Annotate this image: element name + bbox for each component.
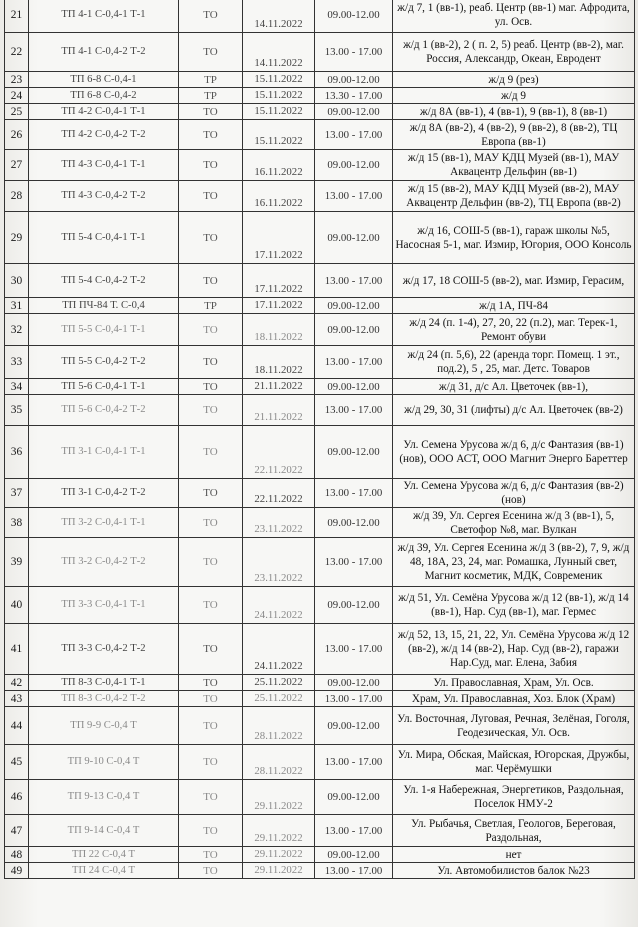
work-type: ТО bbox=[179, 104, 243, 120]
outage-time: 09.00-12.00 bbox=[315, 314, 393, 346]
work-type: ТО bbox=[179, 150, 243, 181]
substation-name: ТП 5-5 С-0,4-2 Т-2 bbox=[29, 346, 179, 379]
row-number: 36 bbox=[5, 426, 29, 479]
substation-name: ТП 6-8 С-0,4-1 bbox=[29, 72, 179, 88]
table-row bbox=[5, 675, 635, 691]
affected-addresses: ж/д 24 (п. 1-4), 27, 20, 22 (п.2), маг. Терек-1, Ремонт обуви bbox=[393, 314, 635, 346]
outage-time: 13.00 - 17.00 bbox=[315, 863, 393, 879]
outage-date: 18.11.2022 bbox=[243, 346, 315, 379]
affected-addresses: ж/д 31, д/с Ал. Цветочек (вв-1), bbox=[393, 379, 635, 395]
row-number: 26 bbox=[5, 120, 29, 150]
table-row bbox=[5, 298, 635, 314]
affected-addresses: ж/д 17, 18 СОШ-5 (вв-2), маг. Измир, Герасим, bbox=[393, 264, 635, 298]
outage-time: 09.00-12.00 bbox=[315, 0, 393, 33]
table-row bbox=[5, 508, 635, 538]
table-row bbox=[5, 863, 635, 879]
outage-date: 14.11.2022 bbox=[243, 0, 315, 33]
outage-time: 09.00-12.00 bbox=[315, 780, 393, 815]
substation-name: ТП 4-2 С-0,4-1 Т-1 bbox=[29, 104, 179, 120]
outage-time: 13.00 - 17.00 bbox=[315, 479, 393, 508]
table-row bbox=[5, 624, 635, 675]
affected-addresses: ж/д 1 (вв-2), 2 ( п. 2, 5) реаб. Центр (вв-2), маг. Россия, Александр, Океан, Евродент bbox=[393, 33, 635, 72]
outage-date: 29.11.2022 bbox=[243, 815, 315, 847]
table-row bbox=[5, 88, 635, 104]
affected-addresses: Храм, Ул. Православная, Хоз. Блок (Храм) bbox=[393, 691, 635, 707]
outage-date: 16.11.2022 bbox=[243, 181, 315, 212]
affected-addresses: Ул. Мира, Обская, Майская, Югорская, Дружбы, маг. Черёмушки bbox=[393, 745, 635, 780]
outage-time: 09.00-12.00 bbox=[315, 847, 393, 863]
affected-addresses: ж/д 52, 13, 15, 21, 22, Ул. Семёна Урусова ж/д 12 (вв-2), ж/д 14 (вв-2), Нар. Суд (вв-2), гаражи Нар.Суд, маг. Елена, Забия bbox=[393, 624, 635, 675]
affected-addresses: Ул. Семена Урусова ж/д 6, д/с Фантазия (вв-2) (нов) bbox=[393, 479, 635, 508]
substation-name: ТП 4-3 С-0,4-2 Т-2 bbox=[29, 181, 179, 212]
substation-name: ТП 3-2 С-0,4-2 Т-2 bbox=[29, 538, 179, 587]
table-row bbox=[5, 150, 635, 181]
affected-addresses: ж/д 8А (вв-1), 4 (вв-1), 9 (вв-1), 8 (вв-1) bbox=[393, 104, 635, 120]
table-row bbox=[5, 707, 635, 745]
outage-date: 17.11.2022 bbox=[243, 264, 315, 298]
affected-addresses: ж/д 39, Ул. Сергея Есенина ж/д 3 (вв-1), 5, Светофор №8, маг. Вулкан bbox=[393, 508, 635, 538]
affected-addresses: ж/д 15 (вв-2), МАУ КДЦ Музей (вв-2), МАУ Аквацентр Дельфин (вв-2), ТЦ Европа (вв-2) bbox=[393, 181, 635, 212]
substation-name: ТП 5-4 С-0,4-2 Т-2 bbox=[29, 264, 179, 298]
row-number: 29 bbox=[5, 212, 29, 264]
affected-addresses: ж/д 9 (рез) bbox=[393, 72, 635, 88]
table-row bbox=[5, 72, 635, 88]
row-number: 23 bbox=[5, 72, 29, 88]
row-number: 44 bbox=[5, 707, 29, 745]
substation-name: ТП 9-13 С-0,4 Т bbox=[29, 780, 179, 815]
outage-date: 25.11.2022 bbox=[243, 675, 315, 691]
row-number: 42 bbox=[5, 675, 29, 691]
substation-name: ТП 9-9 С-0,4 Т bbox=[29, 707, 179, 745]
work-type: ТО bbox=[179, 815, 243, 847]
substation-name: ТП 8-3 С-0,4-1 Т-1 bbox=[29, 675, 179, 691]
table-row bbox=[5, 395, 635, 426]
outage-time: 09.00-12.00 bbox=[315, 508, 393, 538]
substation-name: ТП 3-1 С-0,4-2 Т-2 bbox=[29, 479, 179, 508]
affected-addresses: нет bbox=[393, 847, 635, 863]
substation-name: ТП 24 С-0,4 Т bbox=[29, 863, 179, 879]
substation-name: ТП 9-14 С-0,4 Т bbox=[29, 815, 179, 847]
outage-time: 09.00-12.00 bbox=[315, 150, 393, 181]
outage-date: 28.11.2022 bbox=[243, 745, 315, 780]
outage-time: 13.00 - 17.00 bbox=[315, 815, 393, 847]
substation-name: ТП 3-2 С-0,4-1 Т-1 bbox=[29, 508, 179, 538]
outage-date: 21.11.2022 bbox=[243, 395, 315, 426]
work-type: ТО bbox=[179, 346, 243, 379]
substation-name: ТП 4-2 С-0,4-2 Т-2 bbox=[29, 120, 179, 150]
affected-addresses: ж/д 15 (вв-1), МАУ КДЦ Музей (вв-1), МАУ Аквацентр Дельфин (вв-1) bbox=[393, 150, 635, 181]
table-row bbox=[5, 314, 635, 346]
work-type: ТО bbox=[179, 707, 243, 745]
substation-name: ТП ПЧ-84 Т. С-0,4 bbox=[29, 298, 179, 314]
outage-time: 09.00-12.00 bbox=[315, 104, 393, 120]
table-row bbox=[5, 120, 635, 150]
substation-name: ТП 5-6 С-0,4-2 Т-2 bbox=[29, 395, 179, 426]
outage-time: 13.00 - 17.00 bbox=[315, 624, 393, 675]
table-row bbox=[5, 479, 635, 508]
row-number: 35 bbox=[5, 395, 29, 426]
outage-schedule-table bbox=[4, 0, 635, 879]
affected-addresses: Ул. Автомобилистов балок №23 bbox=[393, 863, 635, 879]
outage-time: 13.00 - 17.00 bbox=[315, 691, 393, 707]
table-row bbox=[5, 346, 635, 379]
outage-date: 22.11.2022 bbox=[243, 479, 315, 508]
outage-time: 09.00-12.00 bbox=[315, 675, 393, 691]
table-row bbox=[5, 0, 635, 33]
outage-date: 15.11.2022 bbox=[243, 120, 315, 150]
work-type: ТР bbox=[179, 298, 243, 314]
row-number: 46 bbox=[5, 780, 29, 815]
table-row bbox=[5, 745, 635, 780]
work-type: ТО bbox=[179, 675, 243, 691]
work-type: ТО bbox=[179, 33, 243, 72]
outage-time: 09.00-12.00 bbox=[315, 707, 393, 745]
row-number: 38 bbox=[5, 508, 29, 538]
affected-addresses: ж/д 39, Ул. Сергея Есенина ж/д 3 (вв-2), 7, 9, ж/д 48, 18А, 23, 24, маг. Ромашка, Лунный свет, Магнит косметик, МДК, Современик bbox=[393, 538, 635, 587]
affected-addresses: ж/д 51, Ул. Семёна Урусова ж/д 12 (вв-1), ж/д 14 (вв-1), Нар. Суд (вв-1), маг. Гермес bbox=[393, 587, 635, 624]
work-type: ТО bbox=[179, 863, 243, 879]
outage-time: 13.00 - 17.00 bbox=[315, 538, 393, 587]
table-row bbox=[5, 33, 635, 72]
table-row bbox=[5, 815, 635, 847]
row-number: 32 bbox=[5, 314, 29, 346]
outage-time: 13.00 - 17.00 bbox=[315, 745, 393, 780]
substation-name: ТП 3-1 С-0,4-1 Т-1 bbox=[29, 426, 179, 479]
outage-date: 21.11.2022 bbox=[243, 379, 315, 395]
work-type: ТО bbox=[179, 479, 243, 508]
table-row bbox=[5, 264, 635, 298]
row-number: 27 bbox=[5, 150, 29, 181]
outage-time: 13.00 - 17.00 bbox=[315, 346, 393, 379]
table-row bbox=[5, 104, 635, 120]
work-type: ТО bbox=[179, 587, 243, 624]
row-number: 33 bbox=[5, 346, 29, 379]
row-number: 34 bbox=[5, 379, 29, 395]
outage-date: 15.11.2022 bbox=[243, 88, 315, 104]
affected-addresses: Ул. 1-я Набережная, Энергетиков, Раздольная, Поселок НМУ-2 bbox=[393, 780, 635, 815]
work-type: ТО bbox=[179, 314, 243, 346]
work-type: ТО bbox=[179, 181, 243, 212]
outage-date: 15.11.2022 bbox=[243, 72, 315, 88]
affected-addresses: ж/д 24 (п. 5,6), 22 (аренда торг. Помещ. 1 эт., под.2), 5 , 25, маг. Детс. Товаров bbox=[393, 346, 635, 379]
row-number: 48 bbox=[5, 847, 29, 863]
work-type: ТО bbox=[179, 264, 243, 298]
work-type: ТО bbox=[179, 395, 243, 426]
outage-time: 09.00-12.00 bbox=[315, 72, 393, 88]
table-row bbox=[5, 426, 635, 479]
outage-date: 24.11.2022 bbox=[243, 624, 315, 675]
row-number: 24 bbox=[5, 88, 29, 104]
row-number: 41 bbox=[5, 624, 29, 675]
row-number: 39 bbox=[5, 538, 29, 587]
outage-date: 29.11.2022 bbox=[243, 847, 315, 863]
substation-name: ТП 5-6 С-0,4-1 Т-1 bbox=[29, 379, 179, 395]
affected-addresses: ж/д 7, 1 (вв-1), реаб. Центр (вв-1) маг. Афродита, ул. Осв. bbox=[393, 0, 635, 33]
outage-time: 09.00-12.00 bbox=[315, 426, 393, 479]
substation-name: ТП 3-3 С-0,4-2 Т-2 bbox=[29, 624, 179, 675]
outage-time: 13.00 - 17.00 bbox=[315, 395, 393, 426]
row-number: 47 bbox=[5, 815, 29, 847]
substation-name: ТП 4-1 С-0,4-1 Т-1 bbox=[29, 0, 179, 33]
substation-name: ТП 6-8 С-0,4-2 bbox=[29, 88, 179, 104]
outage-date: 17.11.2022 bbox=[243, 298, 315, 314]
outage-time: 13.00 - 17.00 bbox=[315, 120, 393, 150]
outage-date: 18.11.2022 bbox=[243, 314, 315, 346]
outage-date: 29.11.2022 bbox=[243, 780, 315, 815]
affected-addresses: Ул. Семена Урусова ж/д 6, д/с Фантазия (вв-1) (нов), ООО АСТ, ООО Магнит Энерго Бареттер bbox=[393, 426, 635, 479]
outage-time: 09.00-12.00 bbox=[315, 298, 393, 314]
outage-time: 09.00-12.00 bbox=[315, 379, 393, 395]
outage-time: 09.00-12.00 bbox=[315, 587, 393, 624]
outage-date: 22.11.2022 bbox=[243, 426, 315, 479]
work-type: ТО bbox=[179, 426, 243, 479]
work-type: ТО bbox=[179, 745, 243, 780]
work-type: ТО bbox=[179, 691, 243, 707]
work-type: ТО bbox=[179, 120, 243, 150]
outage-date: 17.11.2022 bbox=[243, 212, 315, 264]
outage-date: 28.11.2022 bbox=[243, 707, 315, 745]
outage-date: 23.11.2022 bbox=[243, 508, 315, 538]
row-number: 28 bbox=[5, 181, 29, 212]
row-number: 49 bbox=[5, 863, 29, 879]
affected-addresses: Ул. Рыбачья, Светлая, Геологов, Береговая, Раздольная, bbox=[393, 815, 635, 847]
outage-date: 23.11.2022 bbox=[243, 538, 315, 587]
substation-name: ТП 5-5 С-0,4-1 Т-1 bbox=[29, 314, 179, 346]
row-number: 31 bbox=[5, 298, 29, 314]
work-type: ТО bbox=[179, 0, 243, 33]
row-number: 25 bbox=[5, 104, 29, 120]
row-number: 43 bbox=[5, 691, 29, 707]
affected-addresses: Ул. Православная, Храм, Ул. Осв. bbox=[393, 675, 635, 691]
substation-name: ТП 3-3 С-0,4-1 Т-1 bbox=[29, 587, 179, 624]
table-row bbox=[5, 379, 635, 395]
row-number: 21 bbox=[5, 0, 29, 33]
affected-addresses: ж/д 16, СОШ-5 (вв-1), гараж школы №5, Насосная 5-1, маг. Измир, Югория, ООО Консоль bbox=[393, 212, 635, 264]
row-number: 40 bbox=[5, 587, 29, 624]
affected-addresses: Ул. Восточная, Луговая, Речная, Зелёная, Гоголя, Геодезическая, Ул. Осв. bbox=[393, 707, 635, 745]
table-row bbox=[5, 847, 635, 863]
outage-time: 13.00 - 17.00 bbox=[315, 181, 393, 212]
row-number: 37 bbox=[5, 479, 29, 508]
outage-date: 25.11.2022 bbox=[243, 691, 315, 707]
substation-name: ТП 5-4 С-0,4-1 Т-1 bbox=[29, 212, 179, 264]
work-type: ТО bbox=[179, 212, 243, 264]
table-row bbox=[5, 691, 635, 707]
affected-addresses: ж/д 9 bbox=[393, 88, 635, 104]
table-row bbox=[5, 780, 635, 815]
work-type: ТР bbox=[179, 88, 243, 104]
table-row bbox=[5, 587, 635, 624]
work-type: ТО bbox=[179, 624, 243, 675]
work-type: ТО bbox=[179, 379, 243, 395]
work-type: ТО bbox=[179, 847, 243, 863]
outage-time: 13.00 - 17.00 bbox=[315, 264, 393, 298]
work-type: ТО bbox=[179, 538, 243, 587]
row-number: 22 bbox=[5, 33, 29, 72]
outage-date: 15.11.2022 bbox=[243, 104, 315, 120]
table-row bbox=[5, 538, 635, 587]
work-type: ТО bbox=[179, 780, 243, 815]
affected-addresses: ж/д 1А, ПЧ-84 bbox=[393, 298, 635, 314]
substation-name: ТП 9-10 С-0,4 Т bbox=[29, 745, 179, 780]
outage-date: 29.11.2022 bbox=[243, 863, 315, 879]
substation-name: ТП 8-3 С-0,4-2 Т-2 bbox=[29, 691, 179, 707]
row-number: 45 bbox=[5, 745, 29, 780]
work-type: ТО bbox=[179, 508, 243, 538]
outage-date: 24.11.2022 bbox=[243, 587, 315, 624]
outage-date: 16.11.2022 bbox=[243, 150, 315, 181]
substation-name: ТП 22 С-0,4 Т bbox=[29, 847, 179, 863]
substation-name: ТП 4-1 С-0,4-2 Т-2 bbox=[29, 33, 179, 72]
outage-time: 13.00 - 17.00 bbox=[315, 33, 393, 72]
row-number: 30 bbox=[5, 264, 29, 298]
substation-name: ТП 4-3 С-0,4-1 Т-1 bbox=[29, 150, 179, 181]
table-row bbox=[5, 181, 635, 212]
affected-addresses: ж/д 8А (вв-2), 4 (вв-2), 9 (вв-2), 8 (вв-2), ТЦ Европа (вв-1) bbox=[393, 120, 635, 150]
affected-addresses: ж/д 29, 30, 31 (лифты) д/с Ал. Цветочек (вв-2) bbox=[393, 395, 635, 426]
outage-time: 09.00-12.00 bbox=[315, 212, 393, 264]
outage-time: 13.30 - 17.00 bbox=[315, 88, 393, 104]
work-type: ТР bbox=[179, 72, 243, 88]
table-row bbox=[5, 212, 635, 264]
outage-date: 14.11.2022 bbox=[243, 33, 315, 72]
